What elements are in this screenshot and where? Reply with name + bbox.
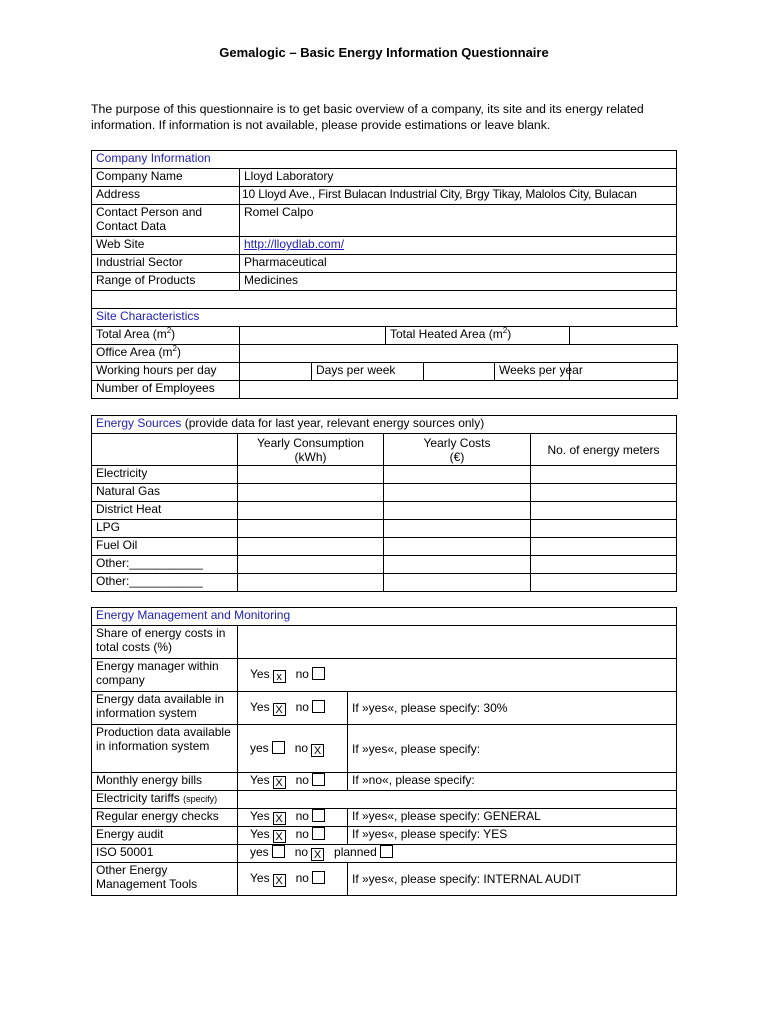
electricity-tariffs-value[interactable] xyxy=(238,791,677,809)
lpg-label: LPG xyxy=(92,520,238,538)
company-name-label: Company Name xyxy=(92,169,240,187)
electricity-meters[interactable] xyxy=(531,466,677,484)
monthly-bills-options: Yes X no xyxy=(238,773,348,791)
natural-gas-costs[interactable] xyxy=(384,484,531,502)
regular-checks-label: Regular energy checks xyxy=(92,809,238,827)
iso-50001-options: yes no X planned xyxy=(238,845,677,863)
energy-data-yes-checkbox[interactable]: X xyxy=(273,703,286,716)
web-site-url[interactable]: http://lloydlab.com/ xyxy=(244,237,345,251)
electricity-label: Electricity xyxy=(92,466,238,484)
energy-manager-label: Energy manager within company xyxy=(92,659,238,692)
energy-audit-yes-checkbox[interactable]: X xyxy=(273,830,286,843)
intro-paragraph: The purpose of this questionnaire is to get basic overview of a company, its site and its energy related information. If information is not available, please provide estimations or leave blank. xyxy=(91,102,644,132)
district-heat-label: District Heat xyxy=(92,502,238,520)
energy-data-specify[interactable]: If »yes«, please specify: 30% xyxy=(348,692,677,725)
production-data-options: yes no X xyxy=(238,725,348,773)
site-characteristics-header: Site Characteristics xyxy=(92,309,677,327)
other-tools-options: Yes X no xyxy=(238,863,348,896)
weeks-per-year-label: Weeks per year xyxy=(495,363,570,381)
energy-data-label: Energy data available in information system xyxy=(92,692,238,725)
contact-person-value[interactable]: Romel Calpo xyxy=(240,205,677,237)
other-1-label: Other:___________ xyxy=(92,556,238,574)
electricity-tariffs-label: Electricity tariffs (specify) xyxy=(92,791,238,809)
natural-gas-label: Natural Gas xyxy=(92,484,238,502)
lpg-costs[interactable] xyxy=(384,520,531,538)
total-area-value[interactable] xyxy=(240,327,386,345)
other-tools-no-checkbox[interactable] xyxy=(312,871,325,884)
energy-audit-label: Energy audit xyxy=(92,827,238,845)
lpg-meters[interactable] xyxy=(531,520,677,538)
production-data-specify[interactable]: If »yes«, please specify: xyxy=(348,725,677,773)
energy-sources-table xyxy=(91,415,677,592)
total-heated-area-value[interactable] xyxy=(570,327,678,345)
natural-gas-consumption[interactable] xyxy=(238,484,384,502)
other-2-costs[interactable] xyxy=(384,574,531,592)
regular-checks-no-checkbox[interactable] xyxy=(312,809,325,822)
production-data-label: Production data available in information system xyxy=(92,725,238,773)
employees-value[interactable] xyxy=(240,381,678,399)
energy-sources-blank-header xyxy=(92,434,238,466)
employees-label: Number of Employees xyxy=(92,381,240,399)
total-heated-area-label: Total Heated Area $(m^2)$ xyxy=(386,327,570,345)
fuel-oil-costs[interactable] xyxy=(384,538,531,556)
other-1-meters[interactable] xyxy=(531,556,677,574)
range-of-products-label: Range of Products xyxy=(92,273,240,291)
working-hours-value[interactable] xyxy=(240,363,312,381)
district-heat-meters[interactable] xyxy=(531,502,677,520)
fuel-oil-label: Fuel Oil xyxy=(92,538,238,556)
yearly-costs-header: Yearly Costs (€) xyxy=(384,434,531,466)
energy-sources-header: Energy Sources (provide data for last year, relevant energy sources only) xyxy=(92,416,677,434)
energy-audit-specify[interactable]: If »yes«, please specify: YES xyxy=(348,827,677,845)
other-tools-specify[interactable]: If »yes«, please specify: INTERNAL AUDIT xyxy=(348,863,677,896)
web-site-link[interactable] xyxy=(240,237,677,255)
other-2-consumption[interactable] xyxy=(238,574,384,592)
energy-data-no-checkbox[interactable] xyxy=(312,700,325,713)
other-2-label: Other:___________ xyxy=(92,574,238,592)
company-information-table xyxy=(91,150,677,327)
iso-planned-checkbox[interactable] xyxy=(380,845,393,858)
energy-management-table xyxy=(91,607,677,896)
company-information-header: Company Information xyxy=(92,151,677,169)
energy-manager-no-checkbox[interactable] xyxy=(312,667,325,680)
other-2-meters[interactable] xyxy=(531,574,677,592)
regular-checks-yes-checkbox[interactable]: X xyxy=(273,812,286,825)
electricity-costs[interactable] xyxy=(384,466,531,484)
energy-meters-header: No. of energy meters xyxy=(531,434,677,466)
working-hours-label: Working hours per day xyxy=(92,363,240,381)
iso-yes-checkbox[interactable] xyxy=(272,845,285,858)
district-heat-costs[interactable] xyxy=(384,502,531,520)
blank-row xyxy=(92,291,677,309)
production-data-yes-checkbox[interactable] xyxy=(272,741,285,754)
monthly-bills-specify[interactable]: If »no«, please specify: xyxy=(348,773,677,791)
share-energy-costs-value[interactable] xyxy=(238,626,677,659)
iso-50001-label: ISO 50001 xyxy=(92,845,238,863)
other-1-costs[interactable] xyxy=(384,556,531,574)
web-site-label: Web Site xyxy=(92,237,240,255)
other-tools-yes-checkbox[interactable]: X xyxy=(273,874,286,887)
energy-manager-yes-checkbox[interactable]: x xyxy=(273,670,286,683)
other-1-consumption[interactable] xyxy=(238,556,384,574)
iso-no-checkbox[interactable]: X xyxy=(311,848,324,861)
energy-data-options: Yes X no xyxy=(238,692,348,725)
energy-management-header: Energy Management and Monitoring xyxy=(92,608,677,626)
share-energy-costs-label: Share of energy costs in total costs (%) xyxy=(92,626,238,659)
natural-gas-meters[interactable] xyxy=(531,484,677,502)
office-area-label: Office Area $(m^2)$ xyxy=(92,345,240,363)
energy-audit-no-checkbox[interactable] xyxy=(312,827,325,840)
document-title: Gemalogic – Basic Energy Information Questionnaire xyxy=(219,45,549,60)
industrial-sector-value[interactable]: Pharmaceutical xyxy=(240,255,677,273)
days-per-week-label: Days per week xyxy=(312,363,424,381)
electricity-consumption[interactable] xyxy=(238,466,384,484)
production-data-no-checkbox[interactable]: X xyxy=(311,744,324,757)
total-area-label: Total Area $(m^2)$ xyxy=(92,327,240,345)
yearly-consumption-header: Yearly Consumption (kWh) xyxy=(238,434,384,466)
energy-manager-options: Yes x no xyxy=(238,659,677,692)
address-value[interactable]: 10 Lloyd Ave., First Bulacan Industrial City, Brgy Tikay, Malolos City, Bulacan xyxy=(240,187,677,205)
site-characteristics-table xyxy=(91,326,678,399)
other-tools-label: Other Energy Management Tools xyxy=(92,863,238,896)
regular-checks-specify[interactable]: If »yes«, please specify: GENERAL xyxy=(348,809,677,827)
fuel-oil-meters[interactable] xyxy=(531,538,677,556)
monthly-bills-label: Monthly energy bills xyxy=(92,773,238,791)
contact-person-label: Contact Person and Contact Data xyxy=(92,205,240,237)
lpg-consumption[interactable] xyxy=(238,520,384,538)
office-area-value[interactable] xyxy=(240,345,678,363)
district-heat-consumption[interactable] xyxy=(238,502,384,520)
energy-audit-options: Yes X no xyxy=(238,827,348,845)
weeks-per-year-value[interactable] xyxy=(570,363,678,381)
range-of-products-value[interactable]: Medicines xyxy=(240,273,677,291)
address-label: Address xyxy=(92,187,240,205)
monthly-bills-yes-checkbox[interactable]: X xyxy=(273,776,286,789)
regular-checks-options: Yes X no xyxy=(238,809,348,827)
industrial-sector-label: Industrial Sector xyxy=(92,255,240,273)
fuel-oil-consumption[interactable] xyxy=(238,538,384,556)
monthly-bills-no-checkbox[interactable] xyxy=(312,773,325,786)
company-name-value[interactable]: Lloyd Laboratory xyxy=(240,169,677,187)
days-per-week-value[interactable] xyxy=(424,363,495,381)
